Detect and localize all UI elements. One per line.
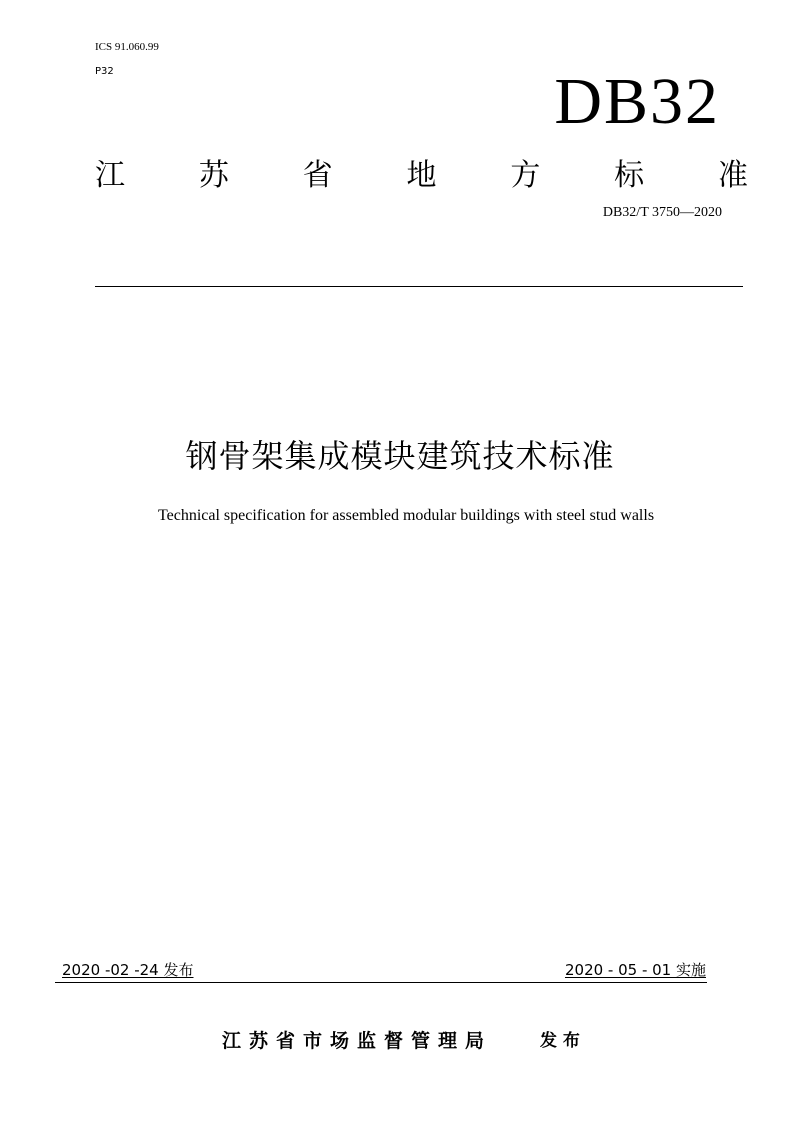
document-title-en: Technical specification for assembled modular buildings with steel stud walls	[157, 507, 655, 524]
footer-divider	[55, 982, 707, 983]
publish-date: 2020 -02 -24 发布	[62, 961, 194, 979]
ics-code: ICS 91.060.99	[95, 41, 159, 53]
standard-type-char: 苏	[198, 158, 229, 193]
standard-type-char: 省	[302, 158, 333, 193]
issue-label: 发 布	[540, 1031, 580, 1051]
standard-type-char: 方	[510, 158, 541, 193]
header-divider	[95, 286, 743, 287]
standard-code-mark: DB32	[554, 65, 720, 138]
standard-type-char: 江	[95, 158, 125, 193]
standard-type-char: 标	[614, 158, 645, 193]
standard-type-char: 地	[406, 158, 437, 193]
standard-number: DB32/T 3750—2020	[602, 205, 722, 220]
document-title-zh: 钢骨架集成模块建筑技术标准	[185, 437, 615, 475]
standard-type-heading	[95, 158, 748, 194]
issuing-authority: 江苏省市场监督管理局	[222, 1030, 493, 1052]
standard-type-char: 准	[717, 158, 748, 193]
ccs-code: P32	[95, 66, 114, 77]
implement-date: 2020 - 05 - 01 实施	[564, 961, 706, 979]
